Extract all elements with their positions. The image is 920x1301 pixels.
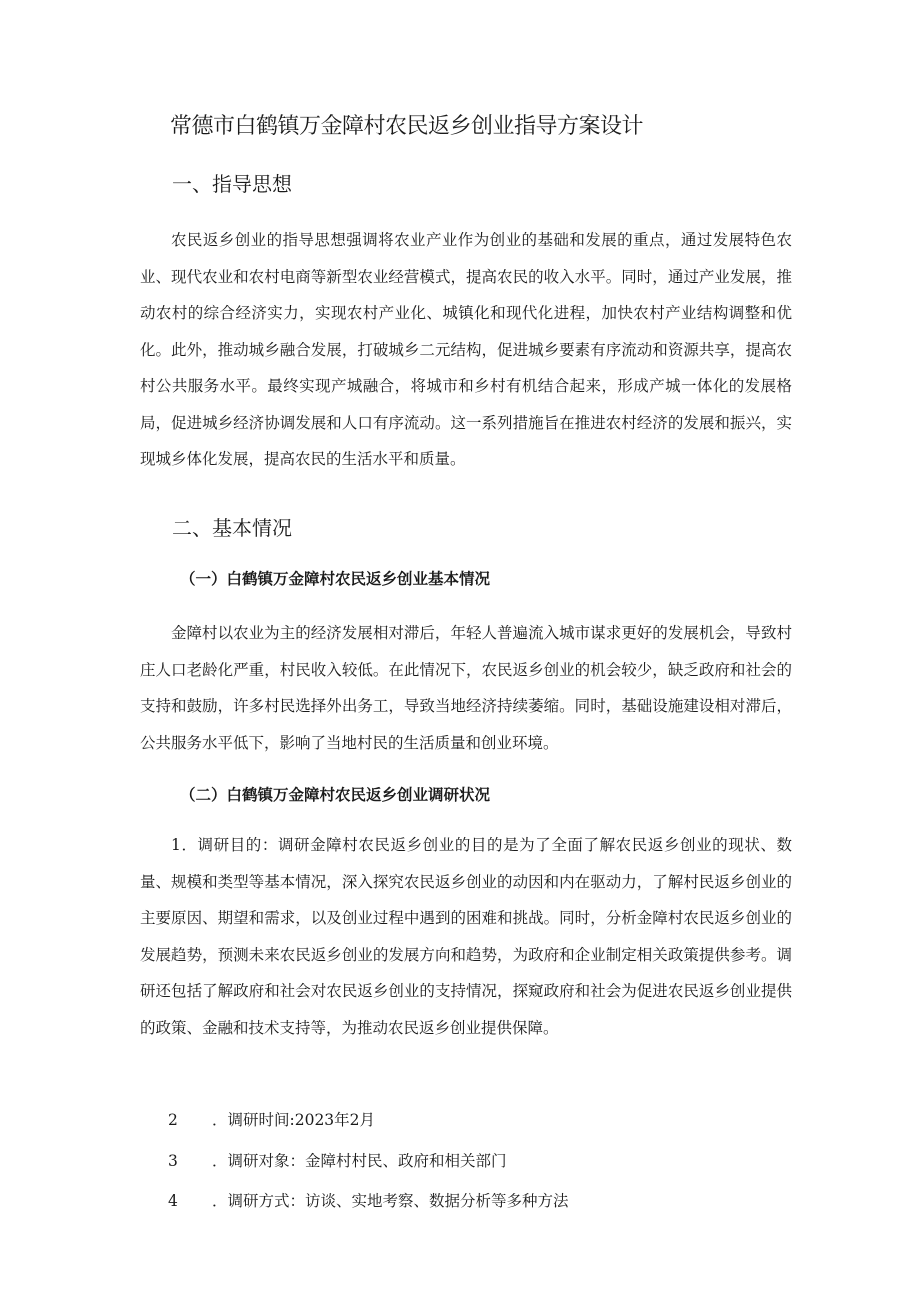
paragraph-survey-purpose: 1．调研目的：调研金障村农民返乡创业的目的是为了全面了解农民返乡创业的现状、数量、规模和类型等基本情况，深入探究农民返乡创业的动因和内在驱动力，了解村民返乡创业的主要原因、期望和需求，以及创业过程中遇到的困难和挑战。同时，分析金障村农民返乡创业的发展趋势，预测未来农民返乡创业的发展方向和趋势，为政府和企业制定相关政策提供参考。调研还包括了解政府和社会对农民返乡创业的支持情况，探窥政府和社会为促进农民返乡创业提供的政策、金融和技术支持等，为推动农民返乡创业提供保障。 [140, 836, 792, 1037]
subsection-heading-survey-status: （二）白鹤镇万金障村农民返乡创业调研状况 [180, 786, 491, 804]
list-item-text: ．调研对象：金障村村民、政府和相关部门 [212, 1152, 507, 1170]
paragraph-guiding-ideology: 农民返乡创业的指导思想强调将农业产业作为创业的基础和发展的重点，通过发展特色农业、现代农业和农村电商等新型农业经营模式，提高农民的收入水平。同时，通过产业发展，推动农村的综合经济实力，实现农村产业化、城镇化和现代化进程，加快农村产业结构调整和优化。此外，推动城乡融合发展，打破城乡二元结构，促进城乡要素有序流动和资源共享，提高农村公共服务水平。最终实现产城融合，将城市和乡村有机结合起来，形成产城一体化的发展格局，促进城乡经济协调发展和人口有序流动。这一系列措施旨在推进农村经济的发展和振兴，实现城乡体化发展，提高农民的生活水平和质量。 [140, 231, 792, 468]
list-item-number: 4 [168, 1192, 178, 1210]
list-item-text: ．调研方式：访谈、实地考察、数据分析等多种方法 [212, 1192, 569, 1210]
list-item-text: ．调研时间:2023年2月 [212, 1111, 376, 1129]
subsection-heading-basic-situation: （一）白鹤镇万金障村农民返乡创业基本情况 [180, 570, 491, 588]
list-item-number: 2 [168, 1111, 178, 1129]
list-item-survey-time [168, 1108, 375, 1132]
list-item-number: 3 [168, 1152, 178, 1170]
section-heading-basic-situation: 二、基本情况 [172, 516, 292, 540]
document-title: 常德市白鹤镇万金障村农民返乡创业指导方案设计 [170, 114, 644, 139]
section-heading-guiding-ideology: 一、指导思想 [172, 172, 292, 196]
list-item-survey-subjects [168, 1149, 507, 1173]
list-item-survey-methods [168, 1189, 569, 1213]
paragraph-basic-situation: 金障村以农业为主的经济发展相对滞后，年轻人普遍流入城市谋求更好的发展机会，导致村庄人口老龄化严重，村民收入较低。在此情况下，农民返乡创业的机会较少，缺乏政府和社会的支持和鼓励，许多村民选择外出务工，导致当地经济持续萎缩。同时，基础设施建设相对滞后，公共服务水平低下，影响了当地村民的生活质量和创业环境。 [140, 624, 792, 752]
